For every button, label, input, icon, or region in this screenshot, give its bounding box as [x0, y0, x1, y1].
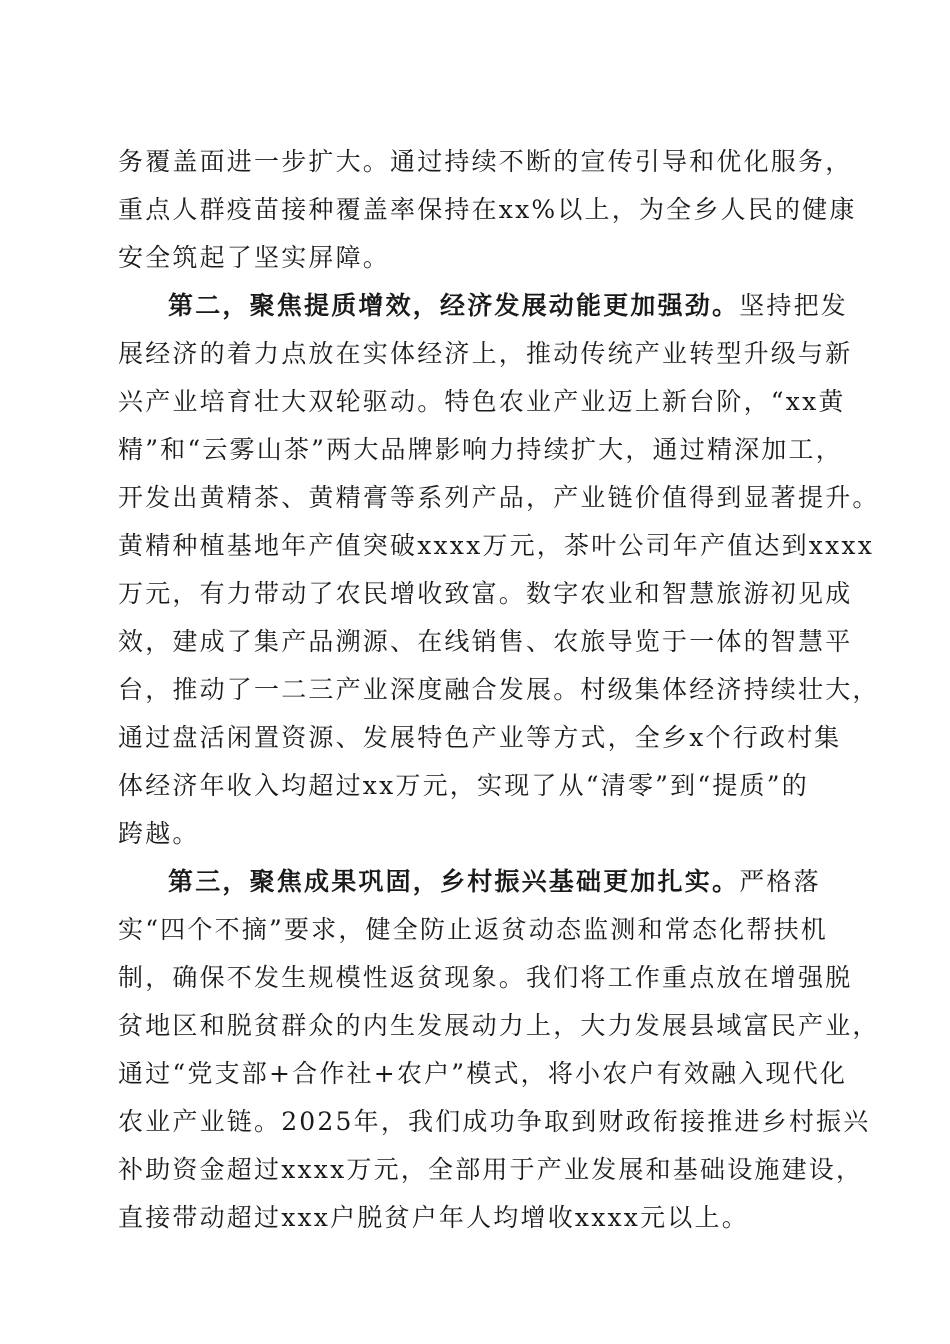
text-line: 黄精种植基地年产值突破xxxx万元，茶叶公司年产值达到xxxx [118, 531, 874, 560]
text-line: 通过“党支部+合作社+农户”模式，将小农户有效融入现代化 [118, 1059, 848, 1088]
text-line: 兴产业培育壮大双轮驱动。特色农业产业迈上新台阶，“xx黄 [118, 387, 846, 416]
text-line: 补助资金超过xxxx万元，全部用于产业发展和基础设施建设， [118, 1155, 864, 1184]
text-line: 农业产业链。2025年，我们成功争取到财政衔接推进乡村振兴 [118, 1107, 871, 1136]
paragraph-line [168, 859, 848, 905]
text-line: 通过盘活闲置资源、发展特色产业等方式，全乡x个行政村集 [118, 723, 842, 752]
text-line: 制，确保不发生规模性返贫现象。我们将工作重点放在增强脱 [118, 963, 853, 992]
text-line: 展经济的着力点放在实体经济上，推动传统产业转型升级与新 [118, 339, 853, 368]
text-line: 台，推动了一二三产业深度融合发展。村级集体经济持续壮大， [118, 675, 880, 704]
text-line: 精”和“云雾山茶”两大品牌影响力持续扩大，通过精深加工， [118, 435, 843, 464]
text-line: 安全筑起了坚实屏障。 [118, 243, 391, 272]
text-line: 开发出黄精茶、黄精膏等系列产品，产业链价值得到显著提升。 [118, 483, 880, 512]
section-heading-three: 第三，聚焦成果巩固，乡村振兴基础更加扎实。 [168, 867, 740, 896]
text-span: 坚持把发 [739, 291, 849, 320]
text-line: 实“四个不摘”要求，健全防止返贫动态监测和常态化帮扶机 [118, 915, 828, 944]
text-line: 万元，有力带动了农民增收致富。数字农业和智慧旅游初见成 [118, 579, 853, 608]
paragraph-line [168, 283, 848, 329]
text-line: 直接带动超过xxx户脱贫户年人均增收xxxx元以上。 [118, 1203, 749, 1232]
text-line: 体经济年收入均超过xx万元，实现了从“清零”到“提质”的 [118, 771, 809, 800]
section-heading-two: 第二，聚焦提质增效，经济发展动能更加强劲。 [168, 291, 740, 320]
text-line: 务覆盖面进一步扩大。通过持续不断的宣传引导和优化服务， [118, 147, 853, 176]
text-span: 严格落 [739, 867, 821, 896]
text-line: 效，建成了集产品溯源、在线销售、农旅导览于一体的智慧平 [118, 627, 853, 656]
text-line: 重点人群疫苗接种覆盖率保持在xx%以上，为全乡人民的健康 [118, 195, 857, 224]
text-line: 跨越。 [118, 819, 200, 848]
text-line: 贫地区和脱贫群众的内生发展动力上，大力发展县域富民产业， [118, 1011, 880, 1040]
